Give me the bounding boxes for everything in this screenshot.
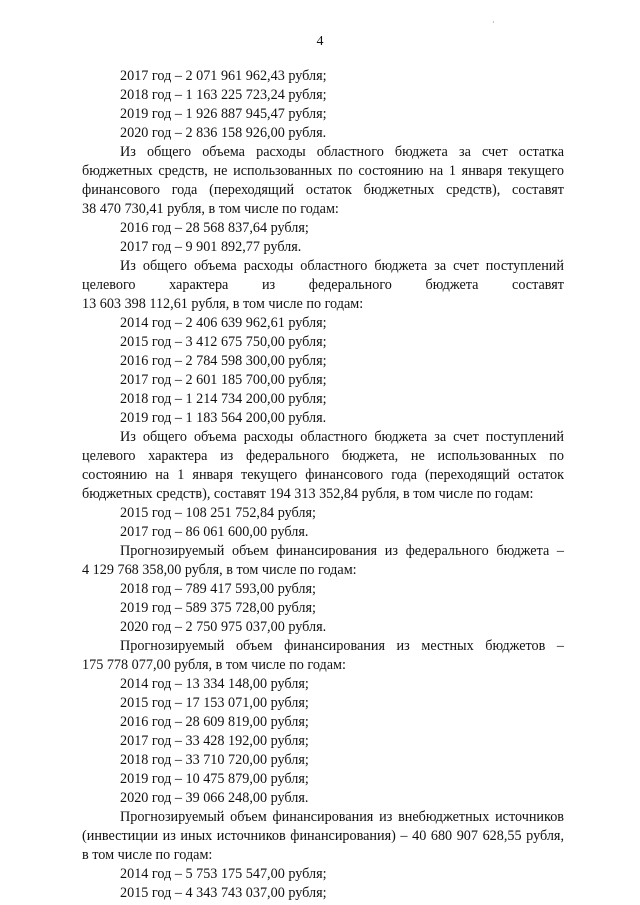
- year-amount-line: 2017 год – 86 061 600,00 рубля.: [120, 524, 309, 540]
- paragraph-line: целевого характера из федерального бюджета, не использованных по: [82, 448, 564, 464]
- year-amount-line: 2020 год – 39 066 248,00 рубля.: [120, 790, 309, 806]
- year-amount-line: 2017 год – 2 071 961 962,43 рубля;: [120, 68, 327, 84]
- paragraph-line: (инвестиции из иных источников финансирования) – 40 680 907 628,55 рубля,: [82, 828, 564, 844]
- year-amount-line: 2020 год – 2 836 158 926,00 рубля.: [120, 125, 327, 141]
- year-amount-line: 2018 год – 33 710 720,00 рубля;: [120, 752, 309, 768]
- year-amount-line: 2015 год – 3 412 675 750,00 рубля;: [120, 334, 327, 350]
- year-amount-line: 2016 год – 28 568 837,64 рубля;: [120, 220, 309, 236]
- year-amount-line: 2018 год – 789 417 593,00 рубля;: [120, 581, 316, 597]
- year-amount-line: 2020 год – 2 750 975 037,00 рубля.: [120, 619, 327, 635]
- paragraph-line: бюджетных средств), составят 194 313 352,84 рубля, в том числе по годам:: [82, 486, 534, 502]
- year-amount-line: 2017 год – 33 428 192,00 рубля;: [120, 733, 309, 749]
- page-number: 4: [316, 34, 324, 49]
- paragraph-line: в том числе по годам:: [82, 847, 213, 863]
- paragraph-line: 38 470 730,41 рубля, в том числе по годам:: [82, 201, 339, 217]
- year-amount-line: 2016 год – 2 784 598 300,00 рубля;: [120, 353, 327, 369]
- paragraph-line: 4 129 768 358,00 рубля, в том числе по годам:: [82, 562, 357, 578]
- paragraph-line: Прогнозируемый объем финансирования из внебюджетных источников: [120, 809, 564, 825]
- year-amount-line: 2019 год – 589 375 728,00 рубля;: [120, 600, 316, 616]
- corner-mark: ·: [492, 18, 495, 27]
- year-amount-line: 2014 год – 2 406 639 962,61 рубля;: [120, 315, 327, 331]
- document-body: [82, 67, 564, 903]
- year-amount-line: 2017 год – 9 901 892,77 рубля.: [120, 239, 302, 255]
- year-amount-line: 2018 год – 1 214 734 200,00 рубля;: [120, 391, 327, 407]
- year-amount-line: 2015 год – 4 343 743 037,00 рубля;: [120, 885, 327, 901]
- paragraph-line: состоянию на 1 января текущего финансового года (переходящий остаток: [82, 467, 564, 483]
- year-amount-line: 2016 год – 28 609 819,00 рубля;: [120, 714, 309, 730]
- paragraph-line: 175 778 077,00 рубля, в том числе по годам:: [82, 657, 346, 673]
- year-amount-line: 2017 год – 2 601 185 700,00 рубля;: [120, 372, 327, 388]
- year-amount-line: 2019 год – 10 475 879,00 рубля;: [120, 771, 309, 787]
- year-amount-line: 2018 год – 1 163 225 723,24 рубля;: [120, 87, 327, 103]
- paragraph-line: Прогнозируемый объем финансирования из федерального бюджета –: [120, 543, 564, 559]
- year-amount-line: 2014 год – 5 753 175 547,00 рубля;: [120, 866, 327, 882]
- paragraph-line: Из общего объема расходы областного бюджета за счет поступлений: [120, 429, 564, 445]
- paragraph-line: финансового года (переходящий остаток бюджетных средств), составят: [82, 182, 564, 198]
- paragraph-line: Из общего объема расходы областного бюджета за счет поступлений: [120, 258, 564, 274]
- year-amount-line: 2015 год – 17 153 071,00 рубля;: [120, 695, 309, 711]
- year-amount-line: 2019 год – 1 926 887 945,47 рубля;: [120, 106, 327, 122]
- paragraph-line: бюджетных средств, не использованных по состоянию на 1 января текущего: [82, 163, 564, 179]
- year-amount-line: 2015 год – 108 251 752,84 рубля;: [120, 505, 316, 521]
- paragraph-line: Из общего объема расходы областного бюджета за счет остатка: [120, 144, 564, 160]
- year-amount-line: 2014 год – 13 334 148,00 рубля;: [120, 676, 309, 692]
- paragraph-line: 13 603 398 112,61 рубля, в том числе по годам:: [82, 296, 364, 312]
- year-amount-line: 2019 год – 1 183 564 200,00 рубля.: [120, 410, 327, 426]
- paragraph-line: целевого характера из федерального бюджета составят: [82, 277, 564, 293]
- paragraph-line: Прогнозируемый объем финансирования из местных бюджетов –: [120, 638, 564, 654]
